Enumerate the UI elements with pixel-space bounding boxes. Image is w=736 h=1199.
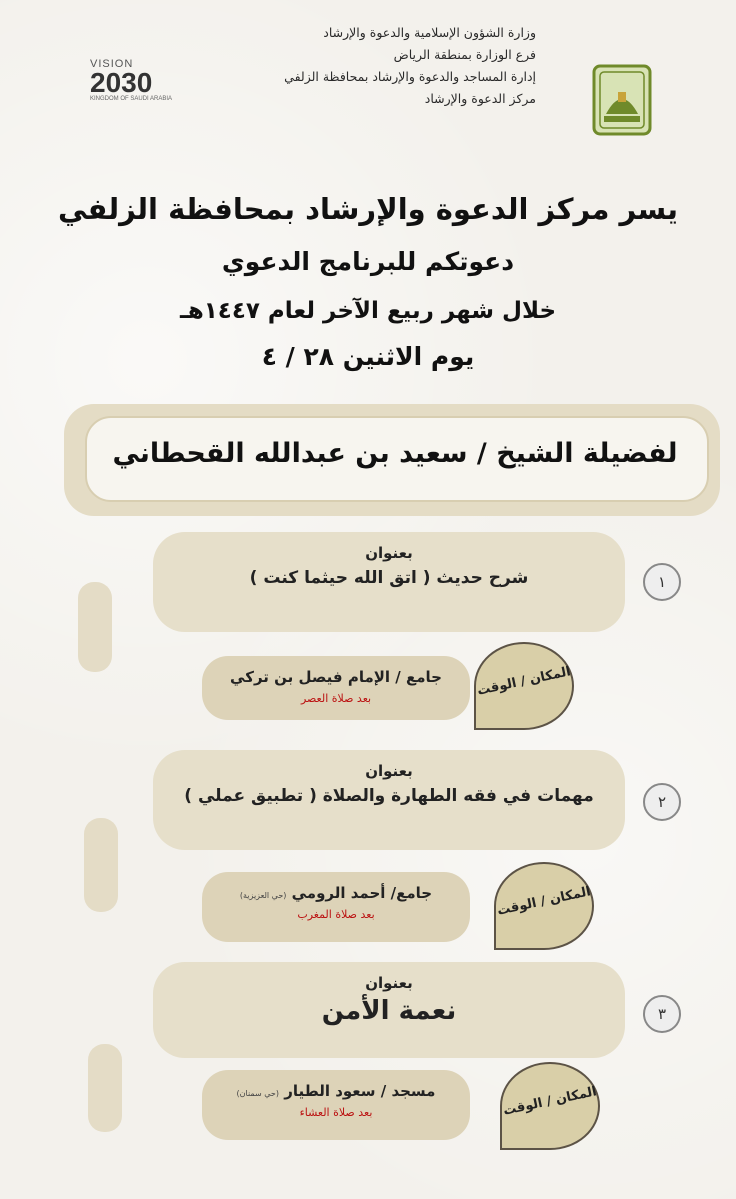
lecture-topic-2 — [153, 750, 625, 850]
lecture-topic-1 — [153, 532, 625, 632]
intro-line-3: خلال شهر ربيع الآخر لعام ١٤٤٧هـ — [179, 298, 557, 324]
header-line: مركز الدعوة والإرشاد — [424, 91, 536, 106]
lecture-place-2 — [202, 872, 470, 942]
side-tag — [88, 1044, 122, 1132]
ministry-emblem-icon — [592, 64, 652, 136]
header-line: إدارة المساجد والدعوة والإرشاد بمحافظة الزلفي — [284, 69, 536, 84]
lecture-number: ٣ — [643, 995, 681, 1033]
topic-title: شرح حديث ( اتق الله حيثما كنت ) — [249, 568, 529, 588]
vision-sub: KINGDOM OF SAUDI ARABIA — [90, 96, 173, 102]
side-tag — [84, 818, 118, 912]
header-line: فرع الوزارة بمنطقة الرياض — [393, 47, 536, 62]
lecture-number: ١ — [643, 563, 681, 601]
lecture-place-3 — [202, 1070, 470, 1140]
vision-word: VISION — [90, 58, 134, 70]
intro-line-2: دعوتكم للبرنامج الدعوي — [221, 247, 515, 276]
place-name: مسجد / سعود الطيار (حي سمنان) — [236, 1082, 436, 1100]
vision-2030-logo — [90, 58, 180, 120]
ministry-header — [226, 22, 536, 110]
place-time-drop: المكان / الوقت — [474, 642, 574, 730]
topic-title: مهمات في فقه الطهارة والصلاة ( تطبيق عملي ) — [184, 786, 594, 806]
side-tag — [78, 582, 112, 672]
intro-line-1: يسر مركز الدعوة والإرشاد بمحافظة الزلفي — [58, 192, 678, 226]
place-time-drop: المكان / الوقت — [494, 862, 594, 950]
sheikh-name: لفضيلة الشيخ / سعيد بن عبدالله القحطاني — [112, 438, 678, 469]
place-time-drop: المكان / الوقت — [500, 1062, 600, 1150]
lecture-place-1 — [202, 656, 470, 720]
place-time: بعد صلاة العصر — [300, 692, 372, 705]
topic-label: بعنوان — [365, 974, 413, 992]
vision-year: 2030 — [90, 67, 153, 98]
intro-line-4: يوم الاثنين ٢٨ / ٤ — [261, 342, 475, 371]
place-name: جامع / الإمام فيصل بن تركي — [230, 668, 442, 686]
place-name: جامع/ أحمد الرومي (حي العزيزية) — [239, 884, 433, 902]
lecture-number: ٢ — [643, 783, 681, 821]
lecture-topic-3 — [153, 962, 625, 1058]
topic-title: نعمة الأمن — [321, 996, 457, 1026]
place-time: بعد صلاة المغرب — [297, 908, 375, 921]
topic-label: بعنوان — [365, 544, 413, 562]
place-time: بعد صلاة العشاء — [299, 1106, 373, 1119]
header-line: وزارة الشؤون الإسلامية والدعوة والإرشاد — [323, 25, 536, 40]
topic-label: بعنوان — [365, 762, 413, 780]
